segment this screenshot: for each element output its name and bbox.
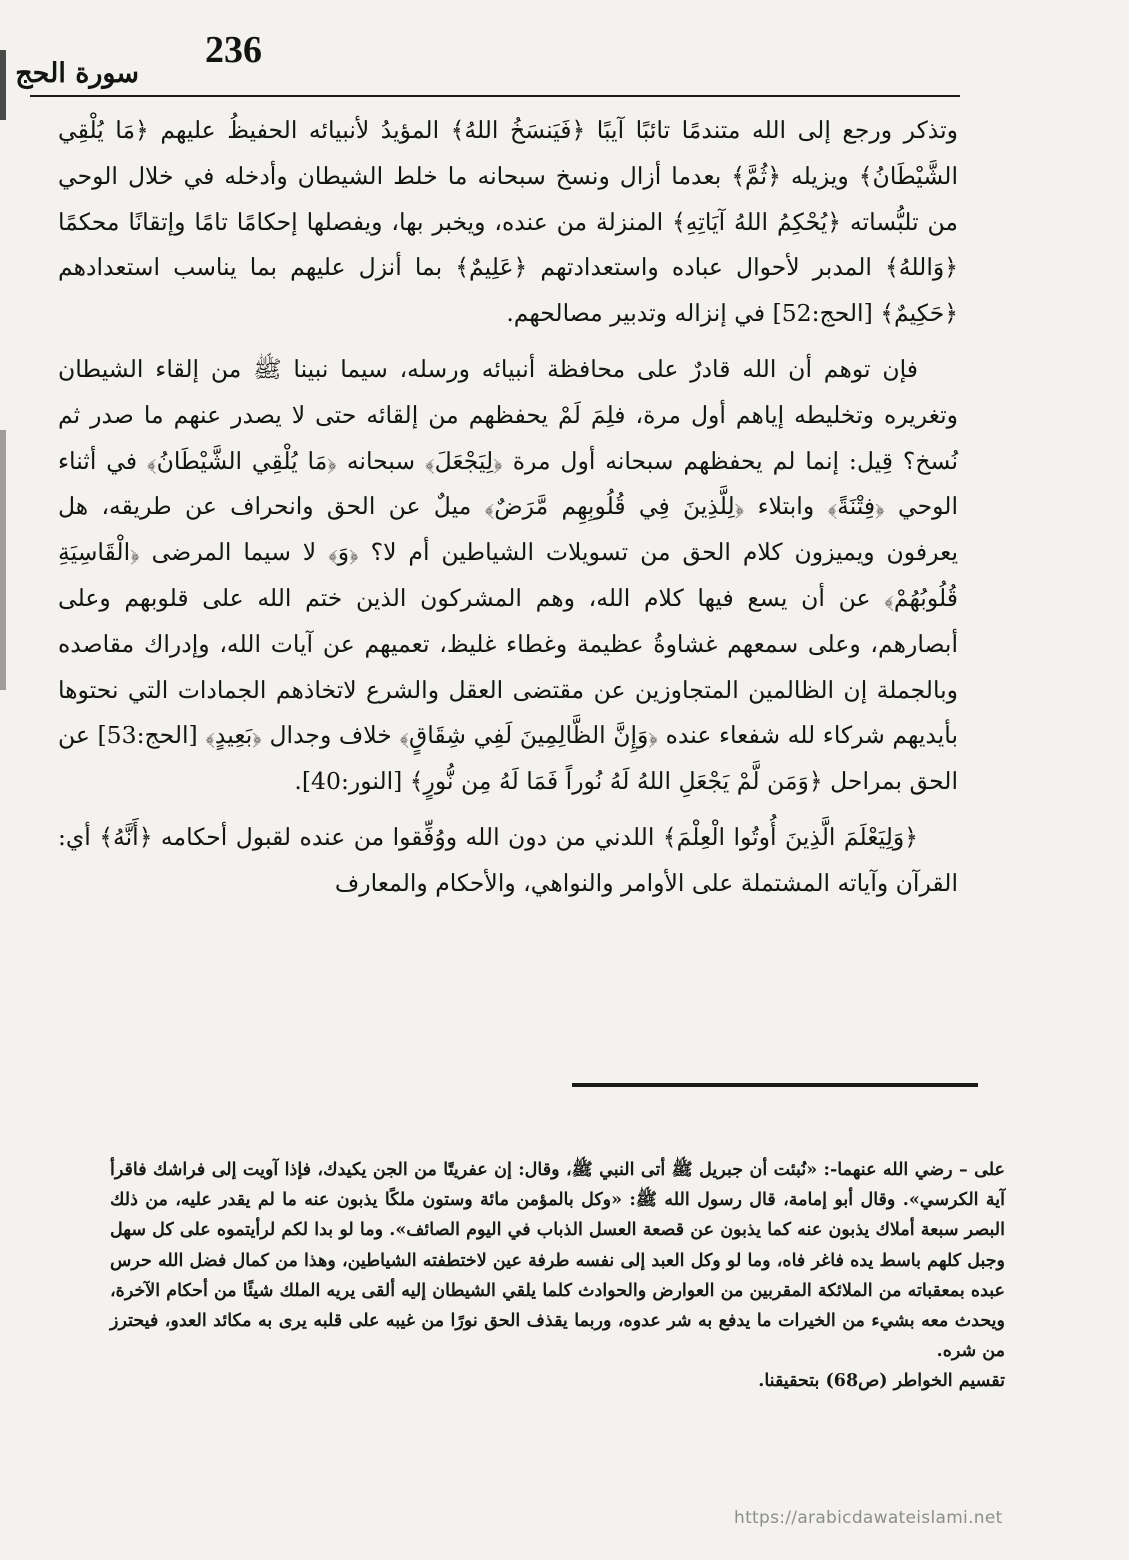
paragraph-2: فإن توهم أن الله قادرٌ على محافظة أنبيائه ورسله، سيما نبينا ﷺ من إلقاء الشيطان وتغريره وتخليطه إياهم أول مرة، فلِمَ لَمْ يحفظهم من إلقائه حتى لا يصدر عنهم ما صدر ثم نُسخ؟ قِيل: إنما لم يحفظهم سبحانه أول مرة ﴿لِيَجْعَلَ﴾ سبحانه ﴿مَا يُلْقِي الشَّيْطَانُ﴾ في أثناء الوحي ﴿فِتْنَةً﴾ وابتلاء ﴿لِلَّذِينَ فِي قُلُوبِهِم مَّرَضٌ﴾ ميلٌ عن الحق وانحراف عن طريقه، هل يعرفون ويميزون كلام الحق من تسويلات الشياطين أم لا؟ ﴿وَ﴾ لا سيما المرضى ﴿الْقَاسِيَةِ قُلُوبُهُمْ﴾ عن أن يسع فيها كلام الله، وهم المشركون الذين ختم الله على قلوبهم وعلى أبصارهم، وعلى سمعهم غشاوةُ عظيمة وغطاء غليظ، تعميهم عن آيات الله، وإدراك مقاصده وبالجملة إن الظالمين المتجاوزين عن مقتضى العقل والشرع لاتخاذهم الجمادات التي نحتوها بأيديهم شركاء لله شفعاء عنده ﴿وَإِنَّ الظَّالِمِينَ لَفِي شِقَاقٍ﴾ خلاف وجدال ﴿بَعِيدٍ﴾ [الحج:53] عن الحق بمراحل ﴿وَمَن لَّمْ يَجْعَلِ اللهُ لَهُ نُوراً فَمَا لَهُ مِن نُّورٍ﴾ [النور:40]. <box>58 354 958 796</box>
scan-edge-mark <box>0 50 6 120</box>
page-number: 236 <box>205 29 262 71</box>
surah-title: سورة الحج <box>15 58 139 89</box>
header-rule <box>30 95 960 97</box>
scan-edge-mark <box>0 430 6 690</box>
footnote <box>110 1155 1005 1397</box>
footnote-rule <box>572 1083 978 1087</box>
footnote-source: تقسيم الخواطر (ص68) بتحقيقنا. <box>758 1371 1005 1392</box>
main-text <box>58 108 958 907</box>
paragraph-1: وتذكر ورجع إلى الله متندمًا تائبًا آيبًا ﴿فَيَنسَخُ اللهُ﴾ المؤيدُ لأنبيائه الحفيظُ عليهم ﴿مَا يُلْقِي الشَّيْطَانُ﴾ ويزيله ﴿ثُمَّ﴾ بعدما أزال ونسخ سبحانه ما خلط الشيطان وأدخله في خلال الوحي من تلبُّساته ﴿يُحْكِمُ اللهُ آيَاتِهِ﴾ المنزلة من عنده، ويخبر بها، ويفصلها إحكامًا تامًا وإتقانًا محكمًا ﴿وَاللهُ﴾ المدبر لأحوال عباده واستعدادتهم ﴿عَلِيمٌ﴾ بما أنزل عليهم بما يناسب استعدادهم ﴿حَكِيمٌ﴾ [الحج:52] في إنزاله وتدبير مصالحهم. <box>58 116 958 328</box>
watermark: https://arabicdawateislami.net <box>734 1508 1003 1528</box>
footnote-text: على – رضي الله عنهما-: «نُبئت أن جبريل ﷺ أتى النبي ﷺ، وقال: إن عفريتًا من الجن يكيدك، فإذا آويت إلى فراشك فاقرأ آية الكرسي». وقال أبو إمامة، قال رسول الله ﷺ: «وكل بالمؤمن مائة وستون ملكًا يذبون عنه ما لم يقدر عليه، من ذلك البصر سبعة أملاك يذبون عنه كما يذبون عن قصعة العسل الذباب في اليوم الصائف». وما لو بدا لكم لرأيتموه على كل سهل وجبل كلهم باسط يده فاغر فاه، وما لو وكل العبد إلى نفسه طرفة عين لاختطفته الشياطين، وهذا من كمال فضل الله حرس عبده بمعقباته من الملائكة المقربين من العوارض والحوادث كلما يلقي الشيطان إليه ألقى يريه الملك شيئًا من أحكام الآخرة، ويحدث معه بشيء من الخيرات ما يدفع به شر عدوه، وربما يقذف الحق نورًا من غيبه على قلبه يرى به مكائد العدو، فيحترز من شره. <box>110 1160 1005 1362</box>
paragraph-3: ﴿وَلِيَعْلَمَ الَّذِينَ أُوتُوا الْعِلْمَ﴾ اللدني من دون الله ووُفِّقوا من عنده لقبول أحكامه ﴿أَنَّهُ﴾ أي: القرآن وآياته المشتملة على الأوامر والنواهي، والأحكام والمعارف <box>58 822 958 897</box>
